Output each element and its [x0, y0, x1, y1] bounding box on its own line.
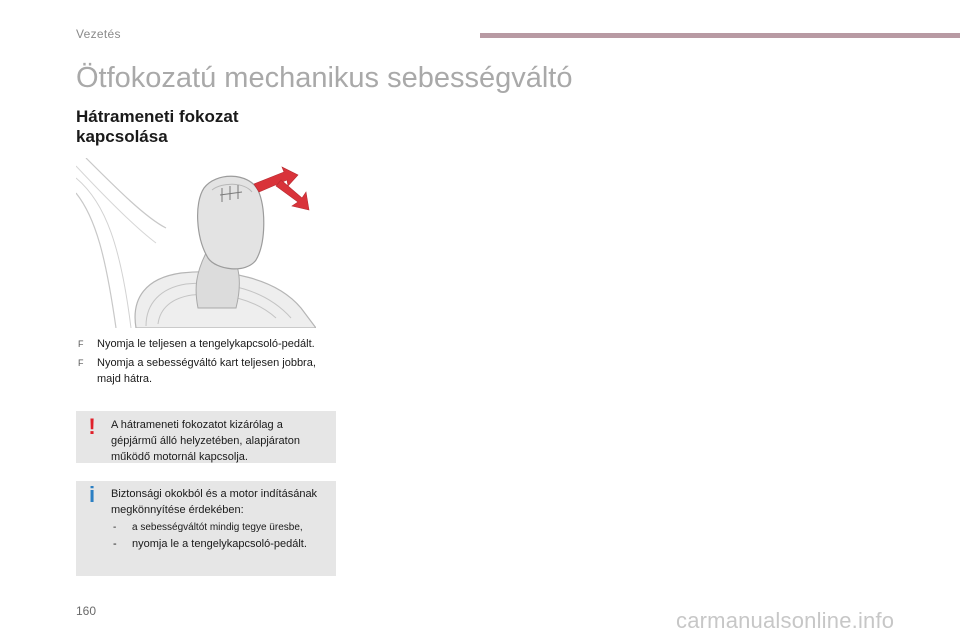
gear-lever-illustration — [76, 158, 316, 328]
list-item — [76, 336, 326, 352]
page-number: 160 — [76, 604, 97, 618]
exclamation-icon: ! — [88, 414, 96, 439]
step-marker: F — [78, 339, 84, 349]
step-text: Nyomja a sebességváltó kart teljesen jobbra, majd hátra. — [97, 357, 316, 385]
step-list — [76, 336, 326, 390]
list-item — [76, 355, 326, 387]
subheading: Hátrameneti fokozat kapcsolása — [76, 107, 239, 146]
watermark: carmanualsonline.info — [676, 608, 895, 633]
info-icon: i — [88, 482, 96, 507]
step-marker: F — [78, 358, 84, 368]
section-label: Vezetés — [76, 27, 121, 41]
info-item-text: nyomja le a tengelykapcsoló-pedált. — [132, 538, 307, 550]
dash-marker: - — [113, 538, 117, 550]
warning-note — [76, 411, 336, 463]
list-item — [111, 536, 326, 552]
dash-marker: - — [113, 522, 117, 533]
page-title: Ötfokozatú mechanikus sebességváltó — [76, 62, 573, 94]
warning-text: A hátrameneti fokozatot kizárólag a gépjármű álló helyzetében, alapjáraton működő motornál kapcsolja. — [111, 419, 300, 463]
header-bar — [480, 33, 960, 38]
step-text: Nyomja le teljesen a tengelykapcsoló-pedált. — [97, 338, 315, 350]
info-item-text: a sebességváltót mindig tegye üresbe, — [132, 522, 303, 533]
list-item — [111, 520, 326, 536]
info-intro: Biztonsági okokból és a motor indításának megkönnyítése érdekében: — [111, 488, 318, 516]
info-note — [76, 481, 336, 576]
info-list — [111, 520, 326, 552]
